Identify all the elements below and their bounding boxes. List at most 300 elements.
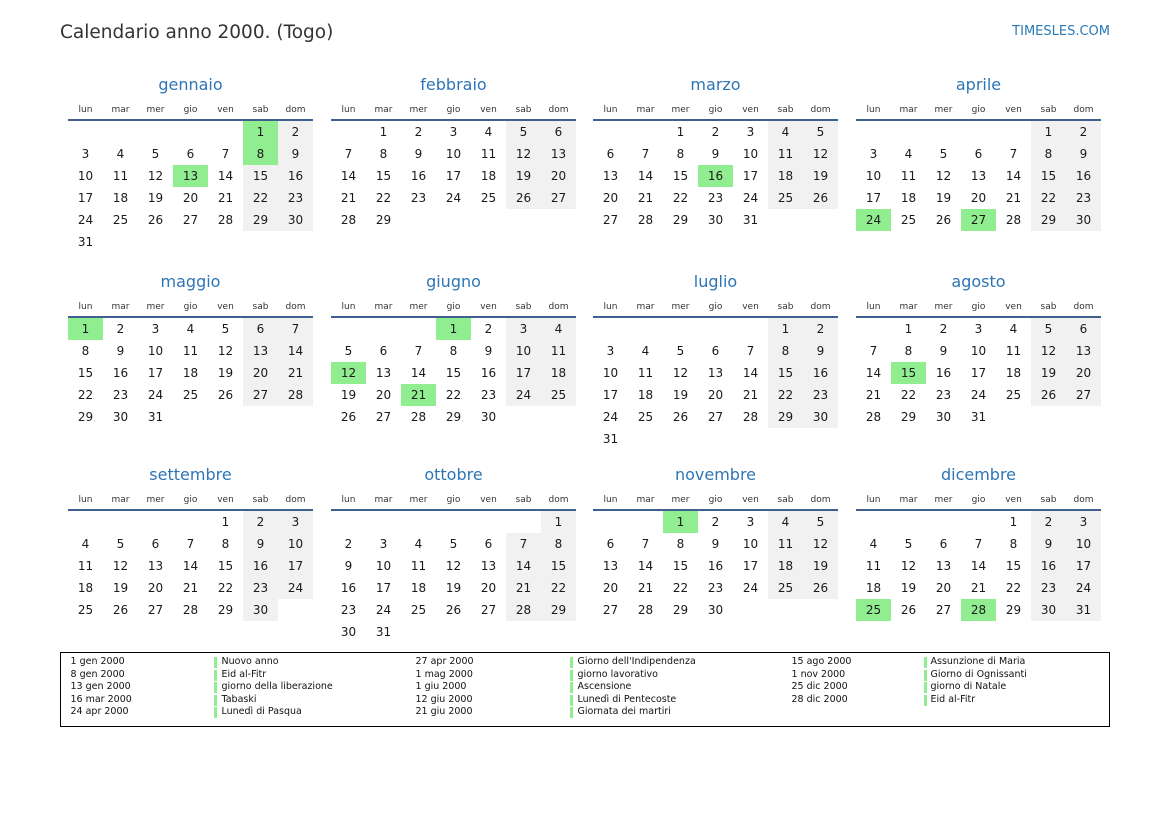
weekend-day-cell: 24	[278, 577, 313, 599]
legend-holiday-name: giorno lavorativo	[577, 668, 658, 680]
weekday-label: mer	[146, 302, 165, 312]
day-cell: 31	[77, 235, 94, 249]
weekend-day-cell: 24	[506, 384, 541, 406]
day-cell: 19	[112, 581, 129, 595]
weekend-day-cell: 9	[243, 533, 278, 555]
day-cell: 12	[672, 366, 689, 380]
day-cell: 22	[1005, 581, 1022, 595]
legend-holiday-name: Assunzione di Maria	[930, 656, 1026, 668]
weekend-day-cell: 27	[541, 187, 576, 209]
day-cell: 3	[606, 344, 615, 358]
day-cell: 1	[221, 515, 230, 529]
weekday-label: dom	[285, 105, 306, 115]
day-cell: 16	[480, 366, 497, 380]
day-cell: 24	[147, 388, 164, 402]
day-cell: 29	[672, 213, 689, 227]
weekday-label: ven	[742, 495, 759, 505]
day-cell: 11	[480, 147, 497, 161]
legend-holiday-name: Eid al-Fitr	[930, 693, 976, 705]
weekend-day-cell: 27	[243, 384, 278, 406]
day-cell: 20	[707, 388, 724, 402]
weekday-label: sab	[777, 302, 794, 312]
day-cell: 2	[344, 537, 353, 551]
day-cell: 16	[340, 581, 357, 595]
day-cell: 5	[116, 537, 125, 551]
day-cell: 7	[869, 344, 878, 358]
weekday-label: mer	[934, 105, 953, 115]
holiday-legend	[60, 652, 1110, 727]
day-cell: 16	[112, 366, 129, 380]
day-cell: 21	[970, 581, 987, 595]
weekday-label: ven	[480, 105, 497, 115]
day-cell: 6	[379, 344, 388, 358]
weekend-day-cell: 17	[506, 362, 541, 384]
weekday-label: lun	[866, 105, 881, 115]
day-cell: 1	[676, 125, 685, 139]
day-cell: 26	[445, 603, 462, 617]
day-cell: 18	[900, 191, 917, 205]
day-cell: 10	[445, 147, 462, 161]
month-name: febbraio	[420, 75, 487, 94]
day-cell: 5	[344, 344, 353, 358]
day-cell: 4	[641, 344, 650, 358]
weekday-label: mar	[899, 105, 918, 115]
legend-date: 1 giu 2000	[415, 681, 467, 693]
weekend-day-cell: 3	[1066, 511, 1101, 533]
holiday-day-cell: 1	[243, 121, 278, 143]
weekend-day-cell: 10	[506, 340, 541, 362]
weekend-day-cell: 1	[541, 511, 576, 533]
legend-holiday-marker	[214, 707, 217, 718]
weekday-label: mer	[934, 302, 953, 312]
day-cell: 19	[340, 388, 357, 402]
day-cell: 17	[602, 388, 619, 402]
weekday-label: lun	[603, 495, 618, 505]
day-cell: 2	[116, 322, 125, 336]
day-cell: 3	[746, 515, 755, 529]
day-cell: 26	[340, 410, 357, 424]
day-cell: 29	[672, 603, 689, 617]
legend-holiday-marker	[570, 707, 573, 718]
weekend-day-cell: 23	[803, 384, 838, 406]
holiday-day-cell: 21	[401, 384, 436, 406]
day-cell: 8	[221, 537, 230, 551]
day-cell: 11	[410, 559, 427, 573]
day-cell: 21	[637, 581, 654, 595]
weekend-day-cell: 4	[768, 121, 803, 143]
day-cell: 6	[974, 147, 983, 161]
day-cell: 23	[340, 603, 357, 617]
weekend-day-cell: 9	[278, 143, 313, 165]
weekend-day-cell: 12	[803, 533, 838, 555]
legend-date: 16 mar 2000	[70, 693, 132, 705]
day-cell: 13	[707, 366, 724, 380]
day-cell: 18	[637, 388, 654, 402]
day-cell: 6	[484, 537, 493, 551]
month-name: maggio	[160, 272, 221, 291]
day-cell: 4	[1009, 322, 1018, 336]
day-cell: 1	[1009, 515, 1018, 529]
day-cell: 11	[182, 344, 199, 358]
weekend-day-cell: 18	[768, 165, 803, 187]
day-cell: 22	[672, 581, 689, 595]
weekend-day-cell: 2	[803, 318, 838, 340]
weekday-label: ven	[1005, 302, 1022, 312]
day-cell: 17	[742, 169, 759, 183]
weekend-day-cell: 15	[1031, 165, 1066, 187]
day-cell: 29	[217, 603, 234, 617]
day-cell: 21	[1005, 191, 1022, 205]
day-cell: 17	[375, 581, 392, 595]
month-block	[331, 464, 576, 654]
day-cell: 19	[217, 366, 234, 380]
day-cell: 27	[480, 603, 497, 617]
weekend-day-cell: 20	[243, 362, 278, 384]
weekend-day-cell: 19	[803, 165, 838, 187]
weekday-label: lun	[866, 495, 881, 505]
day-cell: 30	[707, 603, 724, 617]
month-name: ottobre	[424, 465, 483, 484]
weekday-label: ven	[742, 105, 759, 115]
day-cell: 6	[186, 147, 195, 161]
weekend-day-cell: 5	[803, 511, 838, 533]
day-cell: 14	[217, 169, 234, 183]
weekday-label: mar	[636, 302, 655, 312]
day-cell: 4	[904, 147, 913, 161]
weekend-day-cell: 16	[1066, 165, 1101, 187]
day-cell: 8	[676, 147, 685, 161]
weekday-label: lun	[341, 302, 356, 312]
weekday-label: mar	[636, 495, 655, 505]
holiday-day-cell: 12	[331, 362, 366, 384]
legend-holiday-marker	[214, 657, 217, 668]
weekend-day-cell: 8	[541, 533, 576, 555]
weekend-day-cell: 16	[1031, 555, 1066, 577]
day-cell: 10	[970, 344, 987, 358]
weekend-day-cell: 13	[541, 143, 576, 165]
month-name: aprile	[955, 75, 1002, 94]
legend-holiday-name: Tabaski	[221, 693, 257, 705]
day-cell: 9	[344, 559, 353, 573]
weekend-day-cell: 25	[768, 187, 803, 209]
weekend-day-cell: 3	[506, 318, 541, 340]
weekend-day-cell: 5	[1031, 318, 1066, 340]
weekday-label: dom	[1073, 495, 1094, 505]
day-cell: 25	[112, 213, 129, 227]
legend-holiday-name: Eid al-Fitr	[221, 668, 267, 680]
day-cell: 12	[935, 169, 952, 183]
day-cell: 30	[707, 213, 724, 227]
day-cell: 7	[344, 147, 353, 161]
day-cell: 10	[375, 559, 392, 573]
legend-holiday-marker	[214, 682, 217, 693]
weekend-day-cell: 26	[803, 577, 838, 599]
weekend-day-cell: 4	[768, 511, 803, 533]
day-cell: 27	[707, 410, 724, 424]
weekend-day-cell: 19	[506, 165, 541, 187]
holiday-day-cell: 1	[436, 318, 471, 340]
weekend-day-cell: 21	[278, 362, 313, 384]
day-cell: 30	[935, 410, 952, 424]
day-cell: 5	[449, 537, 458, 551]
weekday-label: lun	[341, 105, 356, 115]
day-cell: 23	[410, 191, 427, 205]
day-cell: 22	[77, 388, 94, 402]
day-cell: 12	[112, 559, 129, 573]
day-cell: 9	[116, 344, 125, 358]
day-cell: 27	[182, 213, 199, 227]
day-cell: 21	[182, 581, 199, 595]
day-cell: 30	[480, 410, 497, 424]
day-cell: 7	[641, 147, 650, 161]
day-cell: 27	[147, 603, 164, 617]
weekend-day-cell: 12	[1031, 340, 1066, 362]
day-cell: 25	[182, 388, 199, 402]
weekend-day-cell: 15	[541, 555, 576, 577]
month-header-rule	[331, 509, 576, 511]
day-cell: 2	[939, 322, 948, 336]
day-cell: 29	[445, 410, 462, 424]
weekday-label: gio	[708, 302, 723, 312]
weekend-day-cell: 31	[1066, 599, 1101, 621]
month-name: gennaio	[158, 75, 223, 94]
weekend-day-cell: 29	[1031, 209, 1066, 231]
day-cell: 4	[484, 125, 493, 139]
day-cell: 10	[865, 169, 882, 183]
weekday-label: gio	[446, 495, 461, 505]
legend-holiday-name: Giorno di Ognissanti	[930, 668, 1027, 680]
weekend-day-cell: 23	[1031, 577, 1066, 599]
day-cell: 26	[217, 388, 234, 402]
day-cell: 10	[77, 169, 94, 183]
day-cell: 23	[935, 388, 952, 402]
legend-holiday-name: giorno di Natale	[930, 681, 1007, 693]
day-cell: 25	[410, 603, 427, 617]
month-block	[68, 74, 313, 264]
day-cell: 13	[935, 559, 952, 573]
weekday-label: dom	[548, 302, 569, 312]
day-cell: 14	[182, 559, 199, 573]
weekday-label: mer	[671, 105, 690, 115]
month-name: novembre	[674, 465, 757, 484]
weekday-label: dom	[810, 495, 831, 505]
weekend-day-cell: 14	[278, 340, 313, 362]
legend-holiday-marker	[924, 695, 927, 706]
day-cell: 9	[939, 344, 948, 358]
weekday-label: mer	[409, 105, 428, 115]
day-cell: 8	[676, 537, 685, 551]
weekend-day-cell: 2	[243, 511, 278, 533]
weekend-day-cell: 5	[803, 121, 838, 143]
weekend-day-cell: 18	[541, 362, 576, 384]
weekday-label: dom	[285, 302, 306, 312]
weekday-label: ven	[1005, 105, 1022, 115]
day-cell: 4	[186, 322, 195, 336]
day-cell: 28	[742, 410, 759, 424]
legend-holiday-marker	[924, 682, 927, 693]
page-title: Calendario anno 2000. (Togo)	[60, 22, 334, 43]
day-cell: 31	[147, 410, 164, 424]
weekend-day-cell: 21	[506, 577, 541, 599]
day-cell: 18	[865, 581, 882, 595]
weekend-day-cell: 28	[278, 384, 313, 406]
holiday-day-cell: 24	[856, 209, 891, 231]
month-block	[68, 271, 313, 461]
weekday-label: ven	[1005, 495, 1022, 505]
day-cell: 17	[742, 559, 759, 573]
day-cell: 2	[711, 515, 720, 529]
site-brand-link[interactable]: TIMESLES.COM	[1012, 24, 1110, 39]
weekday-label: sab	[777, 495, 794, 505]
month-name: agosto	[951, 272, 1006, 291]
day-cell: 11	[112, 169, 129, 183]
weekday-label: mar	[374, 302, 393, 312]
weekend-day-cell: 26	[1031, 384, 1066, 406]
weekend-day-cell: 30	[278, 209, 313, 231]
weekend-day-cell: 18	[768, 555, 803, 577]
day-cell: 14	[410, 366, 427, 380]
holiday-day-cell: 1	[663, 511, 698, 533]
weekend-day-cell: 14	[506, 555, 541, 577]
day-cell: 5	[151, 147, 160, 161]
day-cell: 15	[445, 366, 462, 380]
weekend-day-cell: 19	[803, 555, 838, 577]
weekday-label: gio	[183, 105, 198, 115]
weekday-label: mer	[409, 495, 428, 505]
legend-date: 8 gen 2000	[70, 668, 125, 680]
day-cell: 14	[970, 559, 987, 573]
weekday-label: mar	[636, 105, 655, 115]
weekday-label: mar	[111, 105, 130, 115]
day-cell: 15	[672, 169, 689, 183]
day-cell: 2	[414, 125, 423, 139]
weekend-day-cell: 10	[1066, 533, 1101, 555]
weekend-day-cell: 30	[243, 599, 278, 621]
month-name: giugno	[426, 272, 481, 291]
day-cell: 5	[904, 537, 913, 551]
day-cell: 17	[445, 169, 462, 183]
legend-date: 1 gen 2000	[70, 656, 125, 668]
month-name: luglio	[693, 272, 738, 291]
legend-date: 21 giu 2000	[415, 706, 473, 718]
day-cell: 11	[865, 559, 882, 573]
weekday-label: ven	[217, 105, 234, 115]
day-cell: 7	[221, 147, 230, 161]
weekend-day-cell: 2	[1066, 121, 1101, 143]
month-block	[68, 464, 313, 654]
weekend-day-cell: 30	[1031, 599, 1066, 621]
holiday-day-cell: 28	[961, 599, 996, 621]
weekend-day-cell: 6	[541, 121, 576, 143]
day-cell: 14	[865, 366, 882, 380]
day-cell: 10	[147, 344, 164, 358]
weekend-day-cell: 1	[768, 318, 803, 340]
day-cell: 7	[974, 537, 983, 551]
day-cell: 8	[1009, 537, 1018, 551]
weekday-label: lun	[78, 105, 93, 115]
day-cell: 15	[77, 366, 94, 380]
weekday-label: gio	[446, 302, 461, 312]
month-block	[593, 271, 838, 461]
day-cell: 12	[147, 169, 164, 183]
day-cell: 16	[410, 169, 427, 183]
weekend-day-cell: 11	[541, 340, 576, 362]
weekend-day-cell: 29	[768, 406, 803, 428]
day-cell: 21	[865, 388, 882, 402]
weekday-label: lun	[603, 105, 618, 115]
day-cell: 19	[147, 191, 164, 205]
weekday-label: lun	[341, 495, 356, 505]
day-cell: 3	[449, 125, 458, 139]
legend-date: 27 apr 2000	[415, 656, 474, 668]
day-cell: 20	[935, 581, 952, 595]
day-cell: 1	[904, 322, 913, 336]
weekend-day-cell: 16	[243, 555, 278, 577]
day-cell: 21	[637, 191, 654, 205]
day-cell: 31	[742, 213, 759, 227]
day-cell: 19	[672, 388, 689, 402]
holiday-day-cell: 25	[856, 599, 891, 621]
weekday-label: sab	[1040, 302, 1057, 312]
weekend-day-cell: 27	[1066, 384, 1101, 406]
day-cell: 28	[637, 213, 654, 227]
day-cell: 16	[935, 366, 952, 380]
day-cell: 24	[742, 191, 759, 205]
weekday-label: gio	[971, 495, 986, 505]
holiday-day-cell: 27	[961, 209, 996, 231]
weekday-label: gio	[708, 105, 723, 115]
month-name: dicembre	[940, 465, 1017, 484]
day-cell: 24	[77, 213, 94, 227]
weekend-day-cell: 1	[1031, 121, 1066, 143]
day-cell: 28	[340, 213, 357, 227]
day-cell: 24	[375, 603, 392, 617]
day-cell: 31	[375, 625, 392, 639]
holiday-day-cell: 15	[891, 362, 926, 384]
weekday-label: dom	[810, 105, 831, 115]
day-cell: 13	[970, 169, 987, 183]
day-cell: 14	[637, 169, 654, 183]
day-cell: 13	[602, 559, 619, 573]
day-cell: 3	[151, 322, 160, 336]
holiday-day-cell: 16	[698, 165, 733, 187]
weekday-label: lun	[866, 302, 881, 312]
weekend-day-cell: 7	[278, 318, 313, 340]
weekday-label: sab	[252, 105, 269, 115]
day-cell: 27	[602, 213, 619, 227]
weekday-label: dom	[1073, 105, 1094, 115]
legend-holiday-name: Ascensione	[577, 681, 632, 693]
weekend-day-cell: 15	[243, 165, 278, 187]
day-cell: 30	[112, 410, 129, 424]
day-cell: 22	[217, 581, 234, 595]
weekday-label: lun	[78, 302, 93, 312]
day-cell: 2	[711, 125, 720, 139]
weekend-day-cell: 11	[768, 533, 803, 555]
weekend-day-cell: 11	[768, 143, 803, 165]
month-block	[856, 464, 1101, 654]
legend-date: 12 giu 2000	[415, 693, 473, 705]
holiday-day-cell: 1	[68, 318, 103, 340]
day-cell: 2	[484, 322, 493, 336]
legend-holiday-marker	[924, 657, 927, 668]
day-cell: 13	[147, 559, 164, 573]
day-cell: 14	[1005, 169, 1022, 183]
day-cell: 18	[182, 366, 199, 380]
day-cell: 29	[900, 410, 917, 424]
weekday-label: sab	[515, 105, 532, 115]
legend-holiday-marker	[570, 670, 573, 681]
